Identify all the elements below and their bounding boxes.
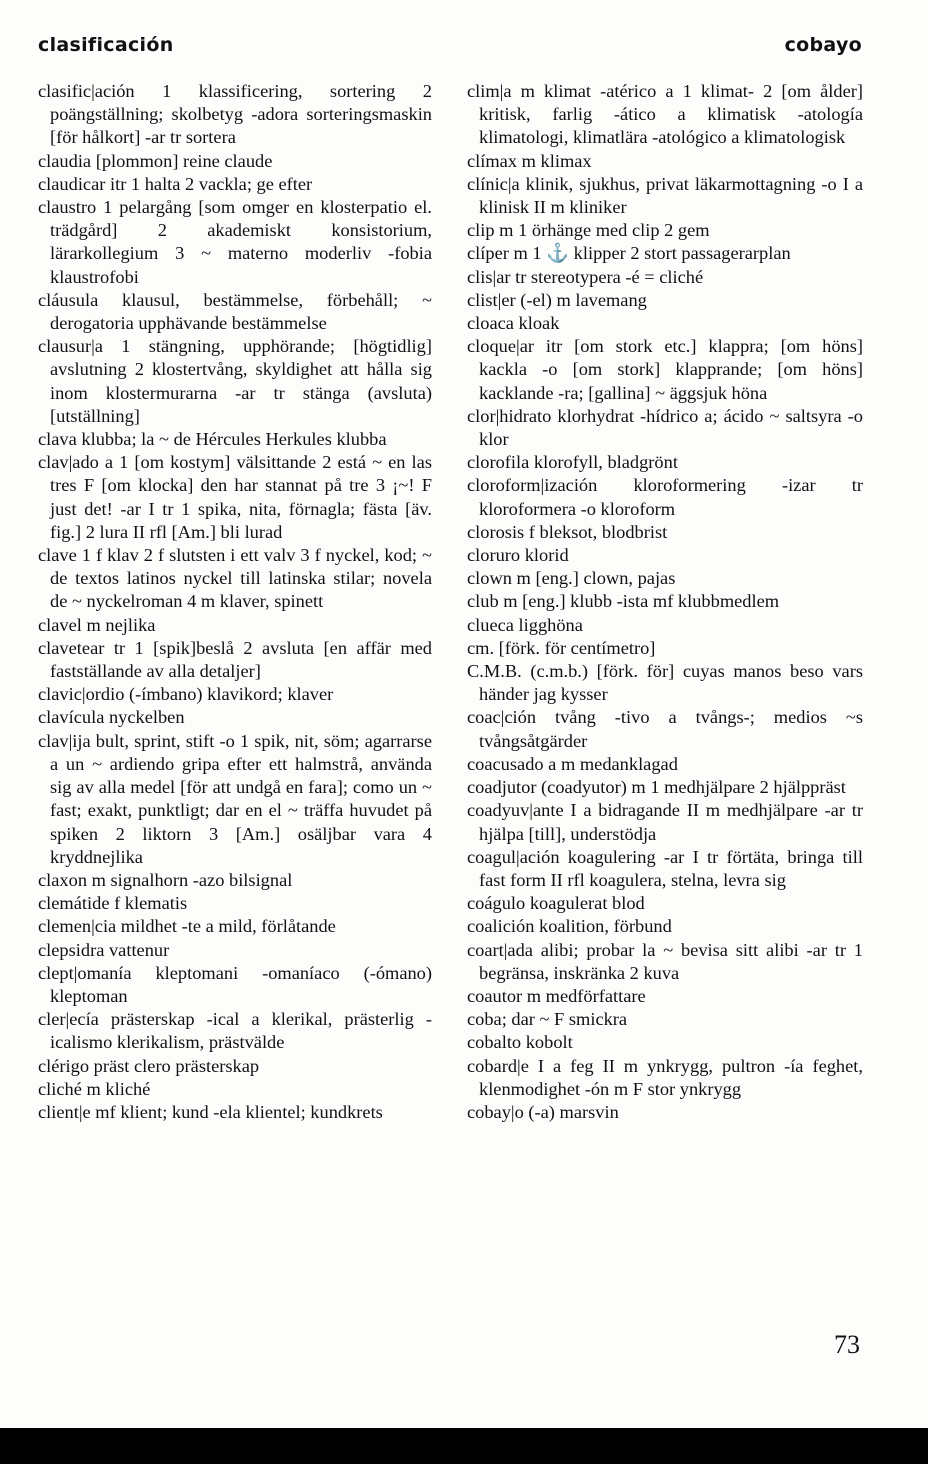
entry: cloruro klorid: [467, 545, 569, 566]
entry: clavel m nejlika: [38, 614, 156, 635]
entry: claustro 1 pelargång [som omger en klosterpatio el. trädgård] 2 akademiskt konsistorium, lärarkollegium 3 ~ materno moderliv -fobia klaustrofobi: [38, 197, 432, 287]
entry: clorosis f bleksot, blodbrist: [467, 521, 668, 542]
entry: cler|ecía prästerskap -ical a klerikal, prästerlig -icalismo klerikalism, prästvälde: [38, 1009, 432, 1053]
entry: clavetear tr 1 [spik]beslå 2 avsluta [en affär med fastställande av alla detaljer]: [38, 637, 432, 682]
entry: clorofila klorofyll, bladgrönt: [467, 452, 678, 473]
entry: coautor m medförfattare: [467, 985, 646, 1006]
entry: cloque|ar itr [om stork etc.] klappra; [om höns] kackla -o [om stork] klapprande; [om höns] kacklande -ra; [gallina] ~ äggsjuk höna: [467, 336, 863, 403]
entry: clímax m klimax: [467, 150, 592, 171]
entry: claudia [plommon] reine claude: [38, 150, 273, 171]
entry: claxon m signalhorn -azo bilsignal: [38, 869, 293, 890]
entry: clemátide f klematis: [38, 893, 188, 914]
entry: coba; dar ~ F smickra: [467, 1009, 628, 1030]
entry: clasific|ación 1 klassificering, sortering 2 poängställning; skolbetyg -adora sorteringsmaskin [för hålkort] -ar tr sortera: [38, 81, 432, 148]
entry: claudicar itr 1 halta 2 vackla; ge efter: [38, 173, 313, 194]
entry: clavícula nyckelben: [38, 707, 185, 728]
entry: clausur|a 1 stängning, upphörande; [högtidlig] avslutning 2 klostertvång, skyldighet att hålla sig inom klostermurarna -ar tr stänga (avsluta) [utställning]: [38, 336, 432, 426]
entry: coacusado a m medanklagad: [467, 753, 678, 774]
entry: coadyuv|ante I a bidragande II m medhjälpare -ar tr hjälpa [till], understödja: [467, 800, 863, 844]
entry: cobay|o (-a) marsvin: [467, 1101, 619, 1122]
entry: clavic|ordio (-ímbano) klavikord; klaver: [38, 684, 334, 705]
entry: cloaca kloak: [467, 313, 560, 334]
running-head-left: clasificación: [38, 34, 174, 56]
entry: coadjutor (coadyutor) m 1 medhjälpare 2 hjälppräst: [467, 777, 846, 798]
entry: cobalto kobolt: [467, 1032, 573, 1053]
right-column: [467, 80, 863, 1124]
entry: clueca ligghöna: [467, 614, 583, 635]
entry: coagul|ación koagulering -ar I tr förtäta, bringa till fast form II rfl koagulera, stelna, levra sig: [467, 846, 863, 890]
entry: client|e mf klient; kund -ela klientel; kundkrets: [38, 1101, 383, 1122]
entry: cliché m kliché: [38, 1078, 151, 1099]
entry: club m [eng.] klubb -ista mf klubbmedlem: [467, 591, 780, 612]
entry: clor|hidrato klorhydrat -hídrico a; ácido ~ saltsyra -o klor: [467, 405, 863, 450]
entry: coalición koalition, förbund: [467, 916, 672, 937]
entry: coac|ción tvång -tivo a tvångs-; medios ~s tvångsåtgärder: [467, 707, 863, 751]
running-head-right: cobayo: [784, 34, 862, 56]
left-column: [38, 80, 432, 1124]
entry: cobard|e I a feg II m ynkrygg, pultron -ía feghet, klenmodighet -ón m F stor ynkrygg: [467, 1055, 863, 1099]
scan-edge-bar: [0, 1428, 928, 1464]
entry: clava klubba; la ~ de Hércules Herkules klubba: [38, 429, 387, 450]
entry: clept|omanía kleptomani -omaníaco (-ómano) kleptoman: [38, 962, 432, 1006]
page-number: 73: [834, 1330, 860, 1359]
entry: clínic|a klinik, sjukhus, privat läkarmottagning -o I a klinisk II m kliniker: [467, 173, 863, 218]
entry: cláusula klausul, bestämmelse, förbehåll; ~ derogatoria upphävande bestämmelse: [38, 289, 432, 334]
entry: clip m 1 örhänge med clip 2 gem: [467, 220, 710, 241]
entry: clav|ado a 1 [om kostym] välsittande 2 está ~ en las tres F [om klocka] den har stannat på tre 3 ¡~! F just det! -ar I tr 1 spika, nita, förnagla; fästa [äv. fig.] 2 lura II rfl [Am.] bli lurad: [38, 452, 432, 542]
entry: clepsidra vattenur: [38, 939, 170, 960]
entry: clown m [eng.] clown, pajas: [467, 568, 676, 589]
entry: clave 1 f klav 2 f slutsten i ett valv 3 f nyckel, kod; ~ de textos latinos nyckel till latinska stilar; novela de ~ nyckelroman 4 m klaver, spinett: [38, 545, 432, 612]
entry: clíper m 1 ⚓ klipper 2 stort passagerarplan: [467, 243, 791, 264]
entry: coágulo koagulerat blod: [467, 893, 645, 914]
entry: clemen|cia mildhet -te a mild, förlåtande: [38, 916, 336, 937]
entry: cloroform|ización kloroformering -izar tr kloroformera -o kloroform: [467, 475, 863, 519]
entry: clav|ija bult, sprint, stift -o 1 spik, nit, söm; agarrarse a un ~ ardiendo gripa efter ett halmstrå, använda sig av alla medel [för att undgå en fara]; como un ~ fast; exakt, punktligt; dar en el ~ träffa huvudet på spiken 2 liktorn 3 [Am.] osäljbar vara 4 kryddnejlika: [38, 730, 432, 867]
entry: coart|ada alibi; probar la ~ bevisa sitt alibi -ar tr 1 begränsa, inskränka 2 kuva: [467, 939, 863, 983]
entry: clérigo präst clero prästerskap: [38, 1055, 260, 1076]
entry: C.M.B. (c.m.b.) [förk. för] cuyas manos beso vars händer jag kysser: [467, 661, 863, 705]
entry: clis|ar tr stereotypera -é = cliché: [467, 266, 704, 287]
entry: clim|a m klimat -atérico a 1 klimat- 2 [om ålder] kritisk, farlig -ático a klimatisk -atología klimatologi, klimatlära -atológico a klimatologisk: [467, 81, 863, 148]
entry: cm. [förk. för centímetro]: [467, 637, 656, 658]
entry: clist|er (-el) m lavemang: [467, 289, 647, 310]
